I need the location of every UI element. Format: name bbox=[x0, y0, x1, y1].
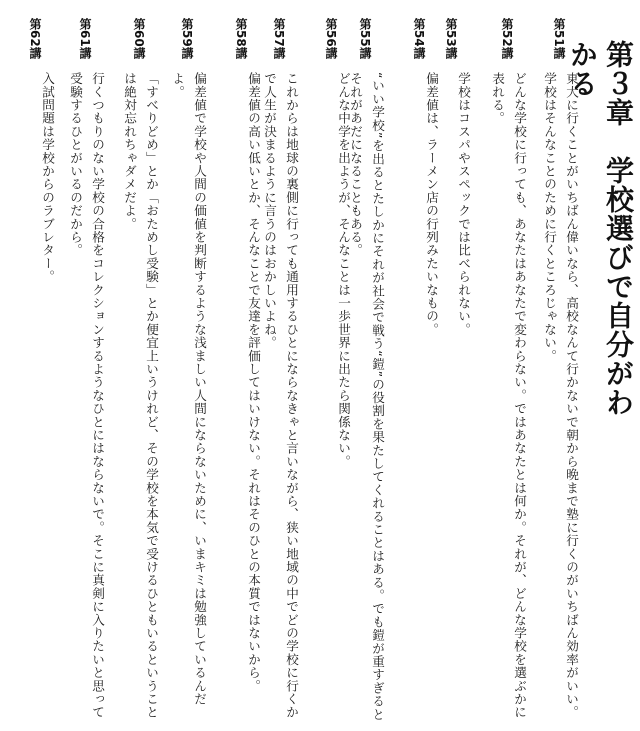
chapter-title: 第３章 学校選びで自分がわかる bbox=[566, 40, 635, 417]
lecture-51 bbox=[538, 8, 582, 728]
lecture-text: 偏差値で学校や人間の価値を判断するような浅ましい人間にならないために、いまキミは勉強しているんだよ。 bbox=[170, 72, 207, 706]
lecture-label: 第53講 bbox=[444, 17, 458, 59]
lecture-text: これからは地球の裏側に行っても通用するひとにならなきゃと言いながら、狭い地域の中でどの学校に行くかで人生が決まるように言うのはおかしいよね。 bbox=[262, 72, 299, 719]
lecture-label: 第52講 bbox=[500, 17, 514, 59]
lecture-text: どんな学校に行っても、あなたはあなたで変わらない。ではあなたとは何か。それが、どんな学校を選ぶかに表れる。 bbox=[490, 72, 527, 719]
lecture-58 bbox=[220, 8, 264, 728]
lecture-label: 第51講 bbox=[552, 17, 566, 59]
lecture-label: 第59講 bbox=[180, 17, 194, 59]
lecture-label: 第58講 bbox=[234, 17, 248, 59]
lecture-62 bbox=[14, 8, 58, 728]
lecture-57 bbox=[258, 8, 302, 728]
lecture-text: 学校はコスパやスペックでは比べられない。 bbox=[456, 72, 471, 336]
lecture-54 bbox=[398, 8, 442, 728]
lecture-label: 第62講 bbox=[28, 17, 42, 59]
lecture-56 bbox=[310, 8, 354, 728]
lecture-text: 入試問題は学校からのラブレター。 bbox=[40, 72, 55, 284]
lecture-text: どんな中学を出ようが、そんなことは一歩世界に出たら関係ない。 bbox=[336, 72, 351, 468]
lecture-60 bbox=[118, 8, 162, 728]
lecture-52 bbox=[486, 8, 530, 728]
lecture-59 bbox=[166, 8, 210, 728]
lecture-text: 東大に行くことがいちばん偉いなら、高校なんて行かないで朝から晩まで塾に行くのがいちばん効率がいい。学校はそんなことのために行くところじゃない。 bbox=[542, 72, 579, 719]
lecture-label: 第56講 bbox=[324, 17, 338, 59]
lecture-label: 第61講 bbox=[78, 17, 92, 59]
lecture-text: 偏差値の高い低いとか、そんなことで友達を評価してはいけない。それはそのひとの本質ではないから。 bbox=[246, 72, 261, 693]
lecture-label: 第60講 bbox=[132, 17, 146, 59]
lecture-text: 行くつもりのない学校の合格をコレクションするようなひとにはならないで。そこに真剣に入りたいと思って受験するひとがいるのだから。 bbox=[68, 72, 105, 719]
lecture-label: 第55講 bbox=[358, 17, 372, 59]
lecture-text: “いい学校”を出るとたしかにそれが社会で戦う“鎧”の役割を果たしてくれることはある。でも鎧が重すぎるとそれがあだになることもある。 bbox=[348, 72, 385, 721]
lecture-label: 第54講 bbox=[412, 17, 426, 59]
lecture-label: 第57講 bbox=[272, 17, 286, 59]
lecture-text: 「すべりどめ」とか「おためし受験」とか便宜上いうけれど、その学校を本気で受けるひともいるということは絶対忘れちゃダメだよ。 bbox=[122, 72, 159, 719]
lecture-61 bbox=[64, 8, 108, 728]
lecture-text: 偏差値は、ラーメン店の行列みたいなもの。 bbox=[424, 72, 439, 336]
